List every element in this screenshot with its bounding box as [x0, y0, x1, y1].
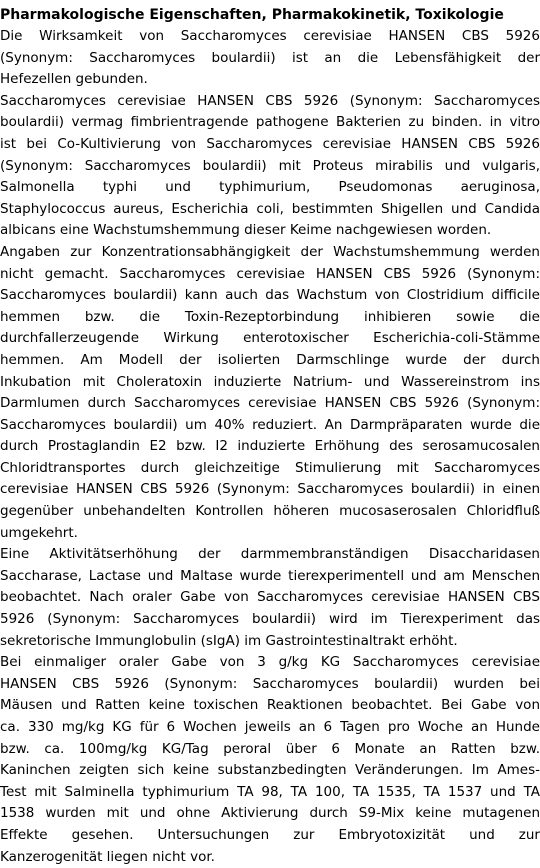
text-line: ca. 330 mg/kg KG für 6 Wochen jeweils an 6 Tagen pro Woche an Hunde [0, 719, 540, 735]
text-line: Saccharomyces boulardii) kann auch das Wachstum von Clostridium difficile [0, 287, 540, 304]
text-line: gegenüber unbehandelten Kontrollen höheren mucosaserosalen Chloridfluß [0, 503, 540, 520]
text-line: albicans eine Wachstumshemmung dieser Keime nachgewiesen worden. [0, 222, 492, 239]
text-line: 5926 (Synonym: Saccharomyces boulardii) wird im Tierexperiment das [0, 611, 540, 628]
text-line: cerevisiae HANSEN CBS 5926 (Synonym: Saccharomyces boulardii) in einen [0, 481, 540, 498]
text-line: Staphylococcus aureus, Escherichia coli, bestimmten Shigellen und Candida [0, 200, 540, 217]
text-line: Saccharomyces boulardii) um 40% reduziert. An Darmpräparaten wurde die [0, 416, 540, 433]
text-line: umgekehrt. [0, 524, 78, 541]
text-line: HANSEN CBS 5926 (Synonym: Saccharomyces boulardii) wurden bei [0, 675, 540, 692]
text-line: Saccharomyces cerevisiae HANSEN CBS 5926 (Synonym: Saccharomyces [0, 92, 540, 109]
text-line: sekretorische Immunglobulin (sIgA) im Gastrointestinaltrakt erhöht. [0, 632, 458, 649]
text-line: Bei einmaliger oraler Gabe von 3 g/kg KG Saccharomyces cerevisiae [0, 654, 540, 671]
text-line: Kaninchen zeigten sich keine substanzbedingten Veränderungen. Im Ames- [0, 762, 540, 779]
text-line: hemmen. Am Modell der isolierten Darmschlinge wurde der durch [0, 351, 540, 368]
text-line: Darmlumen durch Saccharomyces cerevisiae HANSEN CBS 5926 (Synonym: [0, 395, 540, 412]
text-line: durch Prostaglandin E2 bzw. I2 induzierte Erhöhung des serosamucosalen [0, 438, 540, 455]
text-line: ist bei Co-Kultivierung von Saccharomyces cerevisiae HANSEN CBS 5926 [0, 135, 540, 152]
text-line: bzw. ca. 100mg/kg KG/Tag peroral über 6 Monate an Ratten bzw. [0, 740, 540, 757]
text-line: Eine Aktivitätserhöhung der darmmembranständigen Disaccharidasen [0, 546, 540, 563]
text-line: Die Wirksamkeit von Saccharomyces cerevisiae HANSEN CBS 5926 [0, 28, 540, 44]
text-line: durchfallerzeugende Wirkung enterotoxischer Escherichia-coli-Stämme [0, 330, 540, 347]
text-line: Effekte gesehen. Untersuchungen zur Embryotoxizität und zur [0, 826, 540, 843]
text-line: (Synonym: Saccharomyces boulardii) ist an die Lebensfähigkeit der [0, 49, 540, 66]
text-line: Test mit Salminella typhimurium TA 98, TA 100, TA 1535, TA 1537 und TA [0, 783, 540, 800]
document-body [0, 4, 540, 868]
text-line: Saccharase, Lactase und Maltase wurde tierexperimentell und am Menschen [0, 567, 540, 584]
paragraph-text [0, 26, 540, 868]
text-line: Kanzerogenität liegen nicht vor. [0, 848, 215, 865]
text-line: Inkubation mit Choleratoxin induzierte Natrium- und Wassereinstrom ins [0, 373, 540, 390]
text-line: Mäusen und Ratten keine toxischen Reaktionen beobachtet. Bei Gabe von [0, 697, 540, 714]
text-line: Hefezellen gebunden. [0, 71, 148, 88]
text-line: Salmonella typhi und typhimurium, Pseudomonas aeruginosa, [0, 179, 540, 196]
text-line: Angaben zur Konzentrationsabhängigkeit der Wachstumshemmung werden [0, 243, 540, 260]
text-line: nicht gemacht. Saccharomyces cerevisiae HANSEN CBS 5926 (Synonym: [0, 265, 540, 282]
section-heading: Pharmakologische Eigenschaften, Pharmakokinetik, Toxikologie [0, 7, 504, 23]
text-line: boulardii) vermag fimbrientragende pathogene Bakterien zu binden. in vitro [0, 114, 540, 131]
text-line: hemmen bzw. die Toxin-Rezeptorbindung inhibieren sowie die [0, 308, 540, 325]
text-line: 1538 wurden mit und ohne Aktivierung durch S9-Mix keine mutagenen [0, 805, 540, 822]
text-line: beobachtet. Nach oraler Gabe von Saccharomyces cerevisiae HANSEN CBS [0, 589, 540, 606]
text-line: Chloridtransportes durch gleichzeitige Stimulierung mit Saccharomyces [0, 459, 540, 476]
text-line: (Synonym: Saccharomyces boulardii) mit Proteus mirabilis und vulgaris, [0, 157, 540, 174]
